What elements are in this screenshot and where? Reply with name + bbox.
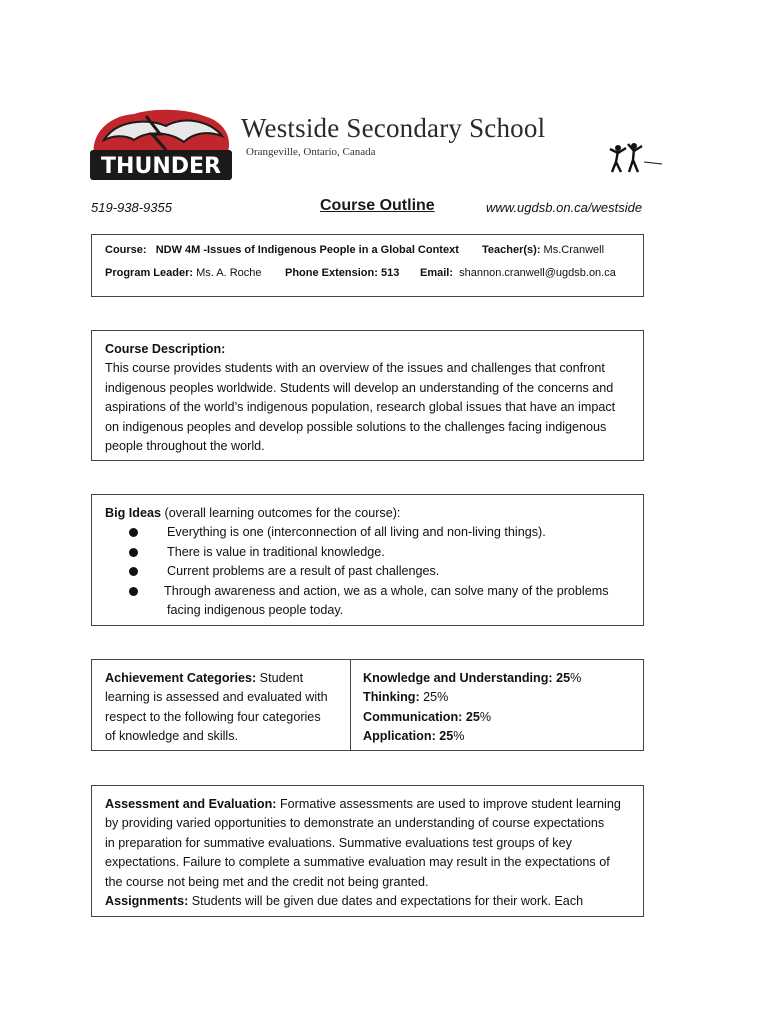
- logo-wordmark: THUNDER: [101, 154, 221, 179]
- achievement-heading: Achievement Categories:: [105, 671, 257, 685]
- teacher-label: Teacher(s):: [482, 244, 541, 256]
- big-idea-item: Through awareness and action, we as a whole, can solve many of the problems: [105, 582, 630, 601]
- course-value: NDW 4M -Issues of Indigenous People in a Global Context: [155, 244, 459, 256]
- teacher-value: Ms.Cranwell: [543, 244, 605, 256]
- course-label: Course:: [105, 244, 147, 256]
- assessment-line: expectations. Failure to complete a summative evaluation may result in the expectations of: [105, 855, 610, 870]
- email-line: [420, 267, 616, 279]
- big-idea-item: Everything is one (interconnection of all living and non-living things).: [105, 523, 630, 542]
- course-description-box: [91, 330, 644, 461]
- course-info-box: [91, 234, 644, 297]
- big-ideas-heading-line: [105, 504, 630, 523]
- dancers-icon: [602, 140, 664, 176]
- school-location: Orangeville, Ontario, Canada: [246, 146, 376, 158]
- assignments-heading: Assignments:: [105, 894, 189, 909]
- big-ideas-heading: Big Ideas: [105, 506, 161, 520]
- assessment-line: the course not being met and the credit not being granted.: [105, 874, 429, 889]
- category-application: Application: 25%: [363, 729, 465, 744]
- description-line: This course provides students with an overview of the issues and challenges that confront: [105, 361, 605, 376]
- assessment-line: in preparation for summative evaluations. Summative evaluations test groups of key: [105, 835, 572, 850]
- school-name: Westside Secondary School: [241, 113, 546, 143]
- category-thinking: Thinking: 25%: [363, 690, 449, 705]
- achievement-categories-box: [91, 659, 644, 751]
- description-line: people throughout the world.: [105, 439, 265, 454]
- big-ideas-subheading: (overall learning outcomes for the course):: [161, 506, 401, 520]
- bullet-icon: [129, 528, 138, 537]
- leader-value: Ms. A. Roche: [196, 267, 262, 279]
- big-idea-item: There is value in traditional knowledge.: [105, 543, 630, 562]
- category-knowledge: Knowledge and Understanding: 25%: [363, 671, 582, 685]
- email-value[interactable]: shannon.cranwell@ugdsb.on.ca: [459, 267, 616, 279]
- extension-line: [285, 267, 399, 279]
- big-idea-item: Current problems are a result of past challenges.: [105, 562, 630, 581]
- category-communication: Communication: 25%: [363, 709, 492, 724]
- description-heading: Course Description:: [105, 342, 226, 356]
- assignments-text: Students will be given due dates and expectations for their work. Each: [188, 894, 584, 909]
- leader-line: [105, 267, 262, 279]
- description-line: aspirations of the world’s indigenous population, research global issues that have an impact: [105, 400, 616, 415]
- assessment-heading: Assessment and Evaluation:: [105, 797, 277, 811]
- email-label: Email:: [420, 267, 454, 279]
- bullet-icon: [129, 587, 138, 596]
- big-ideas-box: [91, 494, 644, 626]
- bullet-icon: [129, 548, 138, 557]
- assessment-line: by providing varied opportunities to demonstrate an understanding of course expectations: [105, 816, 605, 831]
- leader-label: Program Leader:: [105, 267, 194, 279]
- assessment-box: Assessment and Evaluation: Formative assessments are used to improve student learning by providing varied opportunities to demonstrate an understanding of course expectations in preparation for summative evaluations. Summative evaluations test groups of key expectations. Failure to complete a summative evaluation may result in the expectations of the course not being met and the credit not being granted. Assignments: Students will be given due dates and expectations for their work. Each: [91, 785, 644, 917]
- course-line: [105, 244, 459, 256]
- achievement-description: Achievement Categories: Student learning is assessed and evaluated with respect to the following four categories of knowledge and skills.: [92, 660, 351, 750]
- school-website[interactable]: www.ugdsb.on.ca/westside: [486, 200, 643, 215]
- bullet-icon: [129, 567, 138, 576]
- extension-label: Phone Extension:: [285, 267, 378, 279]
- page-title: Course Outline: [320, 197, 435, 214]
- extension-value: 513: [380, 267, 400, 279]
- big-idea-continuation: facing indigenous people today.: [167, 603, 344, 618]
- achievement-weights: [351, 660, 593, 756]
- description-line: on indigenous peoples and develop possible solutions to the challenges facing indigenous: [105, 419, 607, 434]
- description-line: indigenous peoples worldwide. Students will develop an understanding of the concerns and: [105, 380, 614, 395]
- school-phone: 519-938-9355: [91, 200, 172, 215]
- thunder-logo: [86, 106, 236, 186]
- teacher-line: [482, 244, 604, 256]
